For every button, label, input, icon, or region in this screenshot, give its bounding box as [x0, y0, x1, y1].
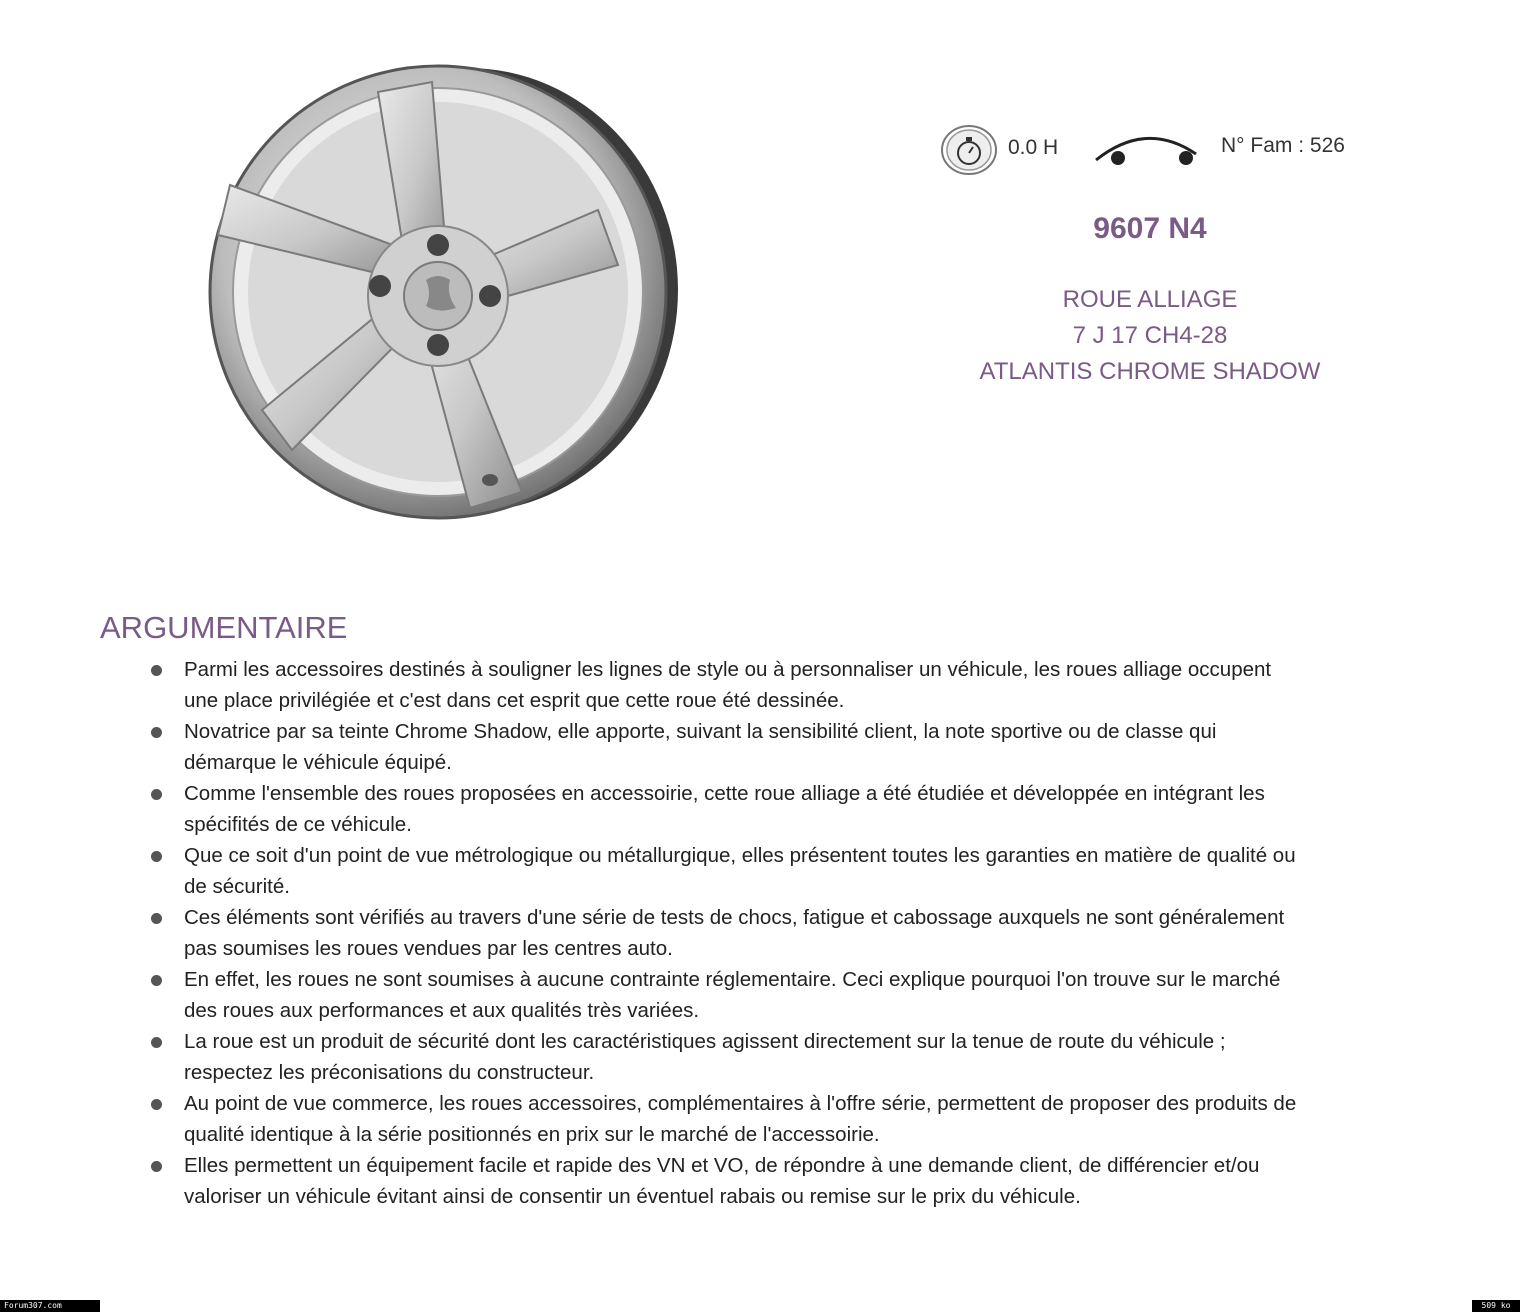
list-item: Au point de vue commerce, les roues accessoires, complémentaires à l'offre série, permettent de proposer des produits de qualité identique à la série positionnés en prix sur le marché de l'accessoirie. [148, 1088, 1468, 1150]
bullet-icon [151, 975, 162, 986]
alloy-wheel-image [200, 60, 690, 530]
list-item: La roue est un produit de sécurité dont les caractéristiques agissent directement sur la tenue de route du véhicule ; respectez les préconisations du constructeur. [148, 1026, 1468, 1088]
bullet-icon [151, 913, 162, 924]
bullet-icon [151, 851, 162, 862]
list-item: Parmi les accessoires destinés à souligner les lignes de style ou à personnaliser un véhicule, les roues alliage occupent une place privilégiée et c'est dans cet esprit que cette roue été dessinée. [148, 654, 1468, 716]
list-item: En effet, les roues ne sont soumises à aucune contrainte réglementaire. Ceci explique pourquoi l'on trouve sur le marché des roues aux performances et aux qualités très variées. [148, 964, 1468, 1026]
part-reference: 9607 N4 [1093, 212, 1207, 245]
family-number: N° Fam : 526 [1221, 134, 1345, 157]
list-item: Elles permettent un équipement facile et rapide des VN et VO, de répondre à une demande client, de différencier et/ou valoriser un véhicule évitant ainsi de consentir un éventuel rabais ou remise sur le prix du véhicule. [148, 1150, 1468, 1212]
list-item: Comme l'ensemble des roues proposées en accessoirie, cette roue alliage a été étudiée et développée en intégrant les spécifités de ce véhicule. [148, 778, 1468, 840]
bullet-icon [151, 1037, 162, 1048]
bullet-icon [151, 1161, 162, 1172]
list-item: Novatrice par sa teinte Chrome Shadow, elle apporte, suivant la sensibilité client, la note sportive ou de classe qui démarque le véhicule équipé. [148, 716, 1468, 778]
bullet-icon [151, 665, 162, 676]
description-line: ATLANTIS CHROME SHADOW [979, 358, 1321, 385]
argument-list [148, 654, 1468, 1212]
description-line: 7 J 17 CH4-28 [1072, 322, 1228, 349]
list-item: Que ce soit d'un point de vue métrologique ou métallurgique, elles présentent toutes les garanties en matière de qualité ou de sécurité. [148, 840, 1468, 902]
footer-filesize: 509 ko [1472, 1300, 1520, 1312]
labor-hours: 0.0 H [1008, 136, 1059, 159]
section-title: ARGUMENTAIRE [100, 610, 348, 645]
bullet-icon [151, 789, 162, 800]
wheel-arc-icon [1090, 128, 1202, 168]
description-line: ROUE ALLIAGE [1062, 286, 1238, 313]
bullet-icon [151, 1099, 162, 1110]
product-description [900, 282, 1400, 390]
timer-icon [940, 124, 998, 176]
spec-row [940, 120, 1400, 180]
bullet-icon [151, 727, 162, 738]
list-item: Ces éléments sont vérifiés au travers d'une série de tests de chocs, fatigue et cabossage auxquels ne sont généralement pas soumises les roues vendues par les centres auto. [148, 902, 1468, 964]
footer-watermark: Forum307.com [0, 1300, 100, 1312]
